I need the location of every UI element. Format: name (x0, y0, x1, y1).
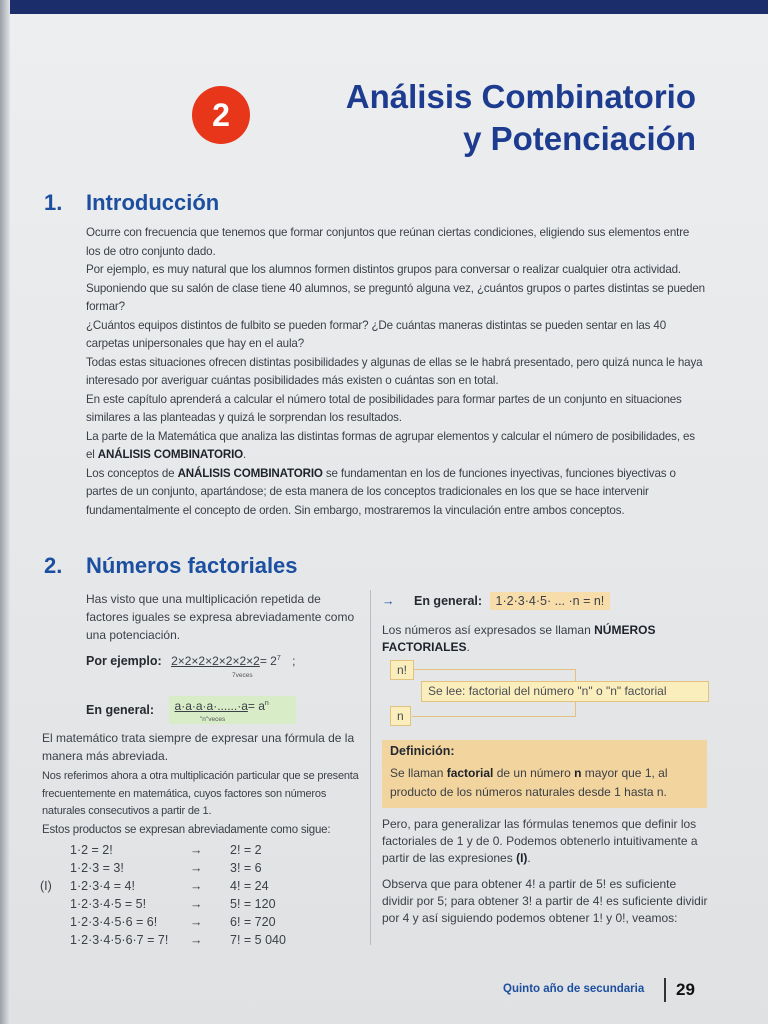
factorial-expression: 1·2·3·4·5·6 = 6! (70, 915, 158, 929)
footer-text: Quinto año de secundaria (503, 983, 645, 995)
arrow-icon: → (190, 915, 203, 929)
general-factorial-box: 1·2·3·4·5· ... ·n = n! (490, 592, 611, 610)
section1-title: Introducción (86, 190, 220, 215)
text-run: mayor que 1, al producto de los números naturales desde 1 hasta n. (390, 766, 668, 799)
example-exponent: 7 (276, 655, 281, 662)
chapter-title (346, 76, 696, 160)
factorial-expression: 1·2·3·4·5·6·7 = 7! (70, 933, 169, 947)
chapter-title-line2: y Potenciación (463, 120, 696, 157)
table-label: (I) (40, 879, 52, 893)
general-exponent: n (264, 700, 269, 707)
factorial-expression: 1·2 = 2! (70, 843, 113, 857)
factorial-expression: 1·2·3 = 3! (70, 861, 124, 875)
section2-number: 2. (44, 553, 63, 578)
bold-term: (I) (516, 851, 528, 865)
general-line-left (86, 696, 296, 724)
top-color-band (0, 0, 768, 14)
general-underbrace-label: "n"veces (200, 716, 226, 723)
general-formula-box (169, 696, 296, 724)
arrow-icon: → (190, 861, 203, 875)
definition-box (382, 740, 707, 808)
notation-box-factorial: n! (390, 660, 414, 680)
text-run: de un número (493, 766, 575, 780)
intro-paragraph: ¿Cuántos equipos distintos de fulbito se pueden formar? ¿De cuántas maneras distintas se pueden sentar en las 40 carpetas unipersonales que hay en el aula? (86, 318, 666, 350)
arrow-icon: → (190, 843, 203, 857)
general-label-right: En general: (413, 594, 483, 608)
intro-paragraph: Suponiendo que su salón de clase tiene 40 alumnos, se preguntó alguna vez, ¿cuántos grupos o partes distintas se pueden formar? (86, 281, 705, 313)
section2-heading (44, 553, 298, 579)
left-paragraph-2: Nos referimos ahora a otra multiplicación particular que se presenta frecuentemente en matemática, cuyos factores son números naturales consecutivos a partir de 1. (42, 770, 359, 817)
notation-box-n: n (390, 706, 411, 726)
factorial-expression: 1·2·3·4 = 4! (70, 879, 135, 893)
bold-term: factorial (446, 766, 494, 780)
bold-term: ANÁLISIS COMBINATORIO (177, 466, 323, 480)
reading-box: Se lee: factorial del número "n" o "n" factorial (421, 681, 709, 702)
left-paragraph-3: Estos productos se expresan abreviadamente como sigue: (42, 824, 331, 836)
factorial-result: 5! = 120 (230, 897, 276, 911)
example-equals: = 2 (259, 654, 277, 668)
right-paragraph-3: Observa que para obtener 4! a partir de 5! es suficiente dividir por 5; para obtener 3! a partir de 4! es suficiente dividir por 4 y así siguiendo podemos obtener 1! y 0!, veamos: (382, 877, 708, 925)
definition-text (390, 764, 700, 802)
chapter-title-line1: Análisis Combinatorio (345, 78, 696, 115)
right-paragraph-2 (382, 816, 708, 867)
section2-title: Números factoriales (86, 553, 298, 578)
text-run: Los conceptos de (86, 466, 178, 480)
right-paragraph-1 (382, 622, 708, 656)
arrow-right-icon: → (382, 594, 395, 608)
factorial-result: 6! = 720 (230, 915, 276, 929)
general-label-left: En general: (86, 703, 155, 718)
page-edge-shadow (0, 0, 10, 1024)
factorial-result: 7! = 5 040 (230, 933, 286, 947)
bold-term: ANÁLISIS COMBINATORIO (97, 448, 244, 461)
bold-term: NÚMEROS FACTORIALES (382, 623, 656, 654)
left-intro: Has visto que una multiplicación repetida de factores iguales se expresa abreviadamente como una potenciación. (86, 592, 355, 642)
factorial-result: 2! = 2 (230, 843, 262, 857)
text-run: Se llaman (390, 766, 447, 780)
bold-term: n (574, 766, 582, 780)
text-run: Pero, para generalizar las fórmulas tenemos que definir los factoriales de 1 y de 0. Podemos obtenerlo intuitivamente a partir de las expresiones (382, 817, 698, 865)
example-line (86, 654, 295, 668)
left-paragraph-1: El matemático trata siempre de expresar una fórmula de la manera más abreviada. (42, 731, 355, 763)
factorial-result: 3! = 6 (230, 861, 262, 875)
section1-number: 1. (44, 190, 63, 215)
intro-paragraph: En este capítulo aprenderá a calcular el número total de posibilidades para formar partes de un conjunto en situaciones similares a las planteadas y quizá le sorprendan los resultados. (86, 392, 682, 424)
factorial-result: 4! = 24 (230, 879, 269, 893)
intro-paragraph (86, 465, 706, 521)
text-run: Los números así expresados se llaman (382, 623, 595, 637)
text-run: La parte de la Matemática que analiza las distintas formas de agrupar elementos y calcular el número de posibilidades, es el (86, 429, 695, 461)
general-line-right (382, 592, 610, 610)
connector-line (412, 669, 576, 670)
chapter-number-badge: 2 (192, 86, 250, 144)
text-run: se fundamentan en los de funciones inyectivas, funciones biyectivas o partes de un conjunto, apartándose; de esta manera de los conceptos tradicionales en los que se hace intervenir fundamentalmente el concepto de orden. Sin embargo, mostraremos la vinculación entre ambos conceptos. (86, 466, 676, 517)
example-semicolon: ; (292, 654, 296, 668)
general-expression: a·a·a·a·......·a (174, 699, 248, 713)
intro-paragraph: Todas estas situaciones ofrecen distintas posibilidades y algunas de ellas se le habrá presentado, pero quizá nunca le haya interesado por averiguar cuántas posibilidades más existen o cuántas son en total. (86, 355, 703, 387)
page-number: 29 (676, 980, 695, 999)
intro-paragraph (86, 428, 706, 465)
footer-divider (664, 978, 666, 1002)
text-run: . (527, 851, 531, 865)
example-label: Por ejemplo: (86, 654, 162, 668)
arrow-icon: → (190, 879, 203, 893)
intro-paragraph: Ocurre con frecuencia que tenemos que formar conjuntos que reúnan ciertas condiciones, eligiendo sus elementos entre los de otro conjunto dado. (86, 226, 690, 258)
text-run: . (243, 448, 247, 461)
connector-line (412, 716, 576, 717)
arrow-icon: → (190, 933, 203, 947)
intro-paragraph: Por ejemplo, es muy natural que los alumnos formen distintos grupos para conversar o realizar cualquier otra actividad. (86, 263, 681, 276)
example-underbrace-label: 7veces (232, 672, 253, 679)
connector-line (575, 702, 576, 716)
column-divider (370, 590, 371, 945)
example-expression: 2×2×2×2×2×2×2 (171, 654, 260, 668)
introduction-text (86, 224, 706, 520)
text-run: . (466, 640, 470, 654)
arrow-icon: → (190, 897, 203, 911)
general-equals: = a (247, 699, 265, 713)
section1-heading (44, 190, 219, 216)
factorial-expression: 1·2·3·4·5 = 5! (70, 897, 147, 911)
definition-title: Definición: (390, 744, 455, 758)
